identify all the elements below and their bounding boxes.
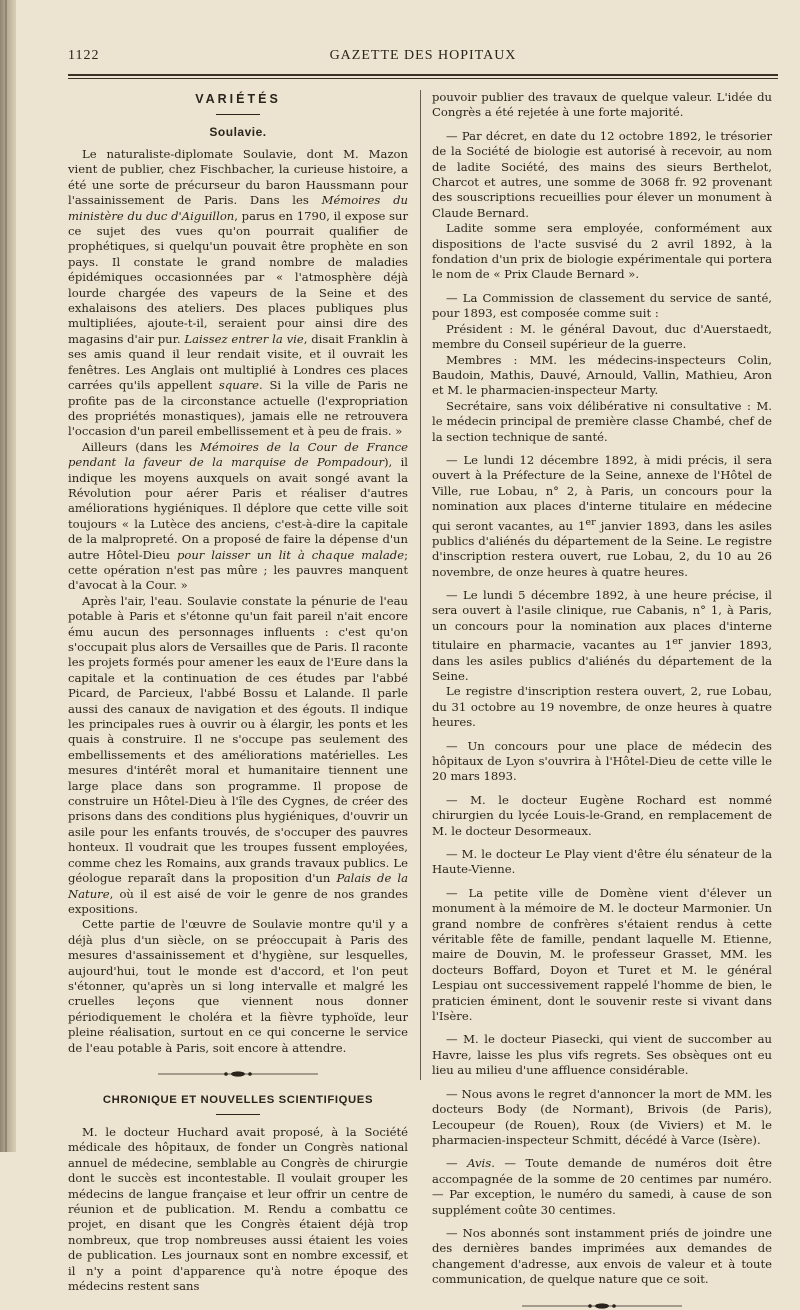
paragraph-soulavie-4: Cette partie de l'œuvre de Soulavie montre qu'il y a déjà plus d'un siècle, on se préoccupait à Paris des mesures d'assainissement et d'hygiène, sur lesquelles, aujourd'hui, tout le monde est d'accord, et l'on peut s'étonner, qu'après un si long intervalle et malgré les cruelles leçons que viennent nous donner périodiquement le choléra et la fièvre typhoïde, leur pleine réalisation, surtout en ce qui concerne le service de l'eau potable à Paris, soit encore à attendre. [68, 917, 408, 1055]
ornament-divider-end [522, 1302, 682, 1310]
paragraph-decret-biologie: — Par décret, en date du 12 octobre 1892, le trésorier de la Société de biologie est autorisé à recevoir, au nom de ladite Société, des mains des sieurs Berthelot, Charcot et autres, une somme de 3068 fr. 92 provenant des souscriptions recueillies pour élever un monument à Claude Bernard. [432, 128, 772, 220]
paragraph-chronique-1: M. le docteur Huchard avait proposé, à la Société médicale des hôpitaux, de fonder un Congrès national annuel de médecine, semblable au Congrès de chirurgie dont le succès est incontestable. Il voulait grouper les médecins de langue française et leur offrir un centre de réunion et de publication. M. Rendu a combattu ce projet, en disant que les Congrès étaient déjà trop nombreux, que trop nombreuses aussi étaient les voies de publication. Les journaux sont en nombre excessif, et il n'y a point d'apparence qu'à notre époque des médecins restent sans [68, 1124, 408, 1294]
two-column-body [68, 90, 778, 1294]
column-divider [420, 90, 421, 1080]
paragraph-membres: Membres : MM. les médecins-inspecteurs Colin, Baudoin, Mathis, Dauvé, Arnould, Vallin, Mathieu, Aron et M. le pharmacien-inspecteur Marty. [432, 352, 772, 398]
paragraph-congres-end: pouvoir publier des travaux de quelque valeur. L'idée du Congrès a été rejetée à une forte majorité. [432, 90, 772, 120]
paragraph-soulavie-2: Ailleurs (dans les Mémoires de la Cour de France pendant la faveur de la marquise de Pompadour), il indique les moyens auxquels on avait songé avant la Révolution pour aérer Paris et réaliser d'autres améliorations hygiéniques. Il déplore que cette ville soit toujours « la Lutèce des anciens, c'est-à-dire la capitale de la malpropreté. On a proposé de faire la dépense d'un autre Hôtel-Dieu pour laisser un lit à chaque malade; cette opération n'est pas mûre ; les pauvres manquent d'avocat à la Cour. » [68, 439, 408, 593]
paragraph-le-play: — M. le docteur Le Play vient d'être élu sénateur de la Haute-Vienne. [432, 847, 772, 877]
paragraph-rochard: — M. le docteur Eugène Rochard est nommé chirurgien du lycée Louis-le-Grand, en remplacement de M. le docteur Desormeaux. [432, 792, 772, 838]
section-rule [216, 114, 260, 115]
article-title-soulavie: Soulavie. [209, 125, 267, 139]
paragraph-commission: — La Commission de classement du service de santé, pour 1893, est composée comme suit : [432, 290, 772, 321]
running-header [68, 44, 778, 66]
paragraph-prix-claude-bernard: Ladite somme sera employée, conformément aux dispositions de l'acte susvisé du 2 avril 1892, à la fondation d'un prix de biologie expérimentale qui portera le nom de « Prix Claude Bernard ». [432, 221, 772, 282]
paragraph-piasecki: — M. le docteur Piasecki, qui vient de succomber au Havre, laisse les plus vifs regrets. Ses obsèques ont eu lieu au milieu d'une affluence considérable. [432, 1032, 772, 1078]
paragraph-secretaire: Secrétaire, sans voix délibérative ni consultative : M. le médecin principal de première classe Chambé, chef de la section technique de santé. [432, 398, 772, 444]
paragraph-registre: Le registre d'inscription restera ouvert, 2, rue Lobau, du 31 octobre au 19 novembre, de onze heures à quatre heures. [432, 684, 772, 730]
header-rule-thick [68, 74, 778, 76]
right-column [432, 90, 772, 1287]
paragraph-avis: — Avis. — Toute demande de numéros doit être accompagnée de la somme de 20 centimes par numéro. — Par exception, le numéro du samedi, à cause de son supplément coûte 30 centimes. [432, 1156, 772, 1217]
paragraph-concours-lyon: — Un concours pour une place de médecin des hôpitaux de Lyon s'ouvrira à l'Hôtel-Dieu de cette ville le 20 mars 1893. [432, 738, 772, 784]
section-rule-2 [216, 1114, 260, 1115]
section-title-varietes: VARIÉTÉS [195, 92, 281, 106]
page-number: 1122 [68, 48, 100, 63]
header-rule-thin [68, 78, 778, 79]
paragraph-soulavie-1: Le naturaliste-diplomate Soulavie, dont M. Mazon vient de publier, chez Fischbacher, la curieuse histoire, a été une sorte de précurseur du baron Haussmann pour l'assainissement de Paris. Dans les Mémoires du ministère du duc d'Aiguillon, parus en 1790, il expose sur ce sujet des vues qu'on pourrait qualifier de prophétiques, si quelqu'un pouvait être prophète en son pays. Il constate le grand nombre de maladies épidémiques occasionnées par « l'atmosphère déjà lourde chargée des vapeurs de la Seine et des exhalaisons des ateliers. Des places publiques plus multipliées, ajoute-t-il, seraient pour ainsi dire des magasins d'air pur. Laissez entrer la vie, disait Franklin à ses amis quand il leur rendait visite, et il ouvrait les fenêtres. Les Anglais ont multiplié à Londres ces places carrées qu'ils appellent square. Si la ville de Paris ne profite pas de la circonstance actuelle (l'expropriation des propriétés monastiques), jamais elle ne retrouvera l'occasion d'un pareil embellissement et à peu de frais. » [68, 147, 409, 439]
paragraph-concours-medecine: — Le lundi 12 décembre 1892, à midi précis, il sera ouvert à la Préfecture de la Seine, annexe de l'Hôtel de Ville, rue Lobau, n° 2, à Paris, un concours pour la nomination aux places d'interne titulaire en médecine qui seront vacantes, au 1er janvier 1893, dans les asiles publics d'aliénés du département de la Seine. Le registre d'inscription restera ouvert, rue Lobau, 2, du 10 au 26 novembre, de onze heures à quatre heures. [432, 452, 772, 579]
section-title-chronique: CHRONIQUE ET NOUVELLES SCIENTIFIQUES [102, 1093, 374, 1106]
paragraph-concours-pharmacie: — Le lundi 5 décembre 1892, à une heure précise, il sera ouvert à l'asile clinique, rue Cabanis, n° 1, à Paris, un concours pour la nomination aux places d'interne titulaire en pharmacie, vacantes au 1er janvier 1893, dans les asiles publics d'aliénés du département de la Seine. [432, 588, 772, 683]
paragraph-abonnes: — Nos abonnés sont instamment priés de joindre une des dernières bandes imprimées aux demandes de changement d'adresse, aux envois de valeur et à toute communication, de quelque nature que ce soit. [432, 1225, 772, 1287]
paragraph-domene: — La petite ville de Domène vient d'élever un monument à la mémoire de M. le docteur Marmonier. Un grand nombre de confrères s'étaient rendus à cette véritable fête de famille, pendant laquelle M. Etienne, maire de Douvin, M. le professeur Grasset, MM. les docteurs Boffard, Doyon et Turet et M. le général Lespiau ont successivement rappelé l'homme de bien, le praticien éminent, dont le souvenir reste si vivant dans l'Isère. [432, 885, 772, 1024]
left-column [68, 90, 409, 1294]
paragraph-president: Président : M. le général Davout, duc d'Auerstaedt, membre du Conseil supérieur de la guerre. [432, 321, 772, 352]
paragraph-soulavie-3: Après l'air, l'eau. Soulavie constate la pénurie de l'eau potable à Paris et s'étonne qu'un fait pareil n'ait encore ému aucun des personnages influents : c'est qu'on s'occupait plus alors de Versailles que de Paris. Il raconte les projets formés pour amener les eaux de l'Eure dans la capitale et la continuation de ces études par l'abbé Picard, de Parcieux, l'abbé Bossu et Lalande. Il parle aussi des canaux de navigation et des égouts. Il indique les principales rues à ouvrir ou à élargir, les ponts et les quais à construire. Il ne s'occupe pas seulement des embellissements et des améliorations matérielles. Les mesures d'intérêt moral et humanitaire tiennent une large place dans son programme. Il propose de construire un Hôtel-Dieu à l'île des Cygnes, de créer des prisons dans des conditions plus hygiéniques, d'ouvrir un asile pour les enfants trouvés, de s'occuper des pauvres honteux. Il voudrait que les troupes fussent employées, comme chez les Romains, aux grands travaux publics. Le géologue reparaît dans la proposition d'un Palais de la Nature, où il est aisé de voir le genre de nos grandes expositions. [68, 593, 408, 916]
newspaper-page [68, 44, 778, 1294]
journal-title: GAZETTE DES HOPITAUX [329, 48, 517, 63]
paragraph-necrologie: — Nous avons le regret d'annoncer la mort de MM. les docteurs Body (de Normant), Brivois (de Paris), Lecoupeur (de Rouen), Roux (de Viviers) et M. le pharmacien-inspecteur Schmitt, décédé à Varce (Isère). [432, 1086, 772, 1147]
page-binding-edge [0, 0, 16, 1152]
ornament-divider [158, 1070, 318, 1078]
